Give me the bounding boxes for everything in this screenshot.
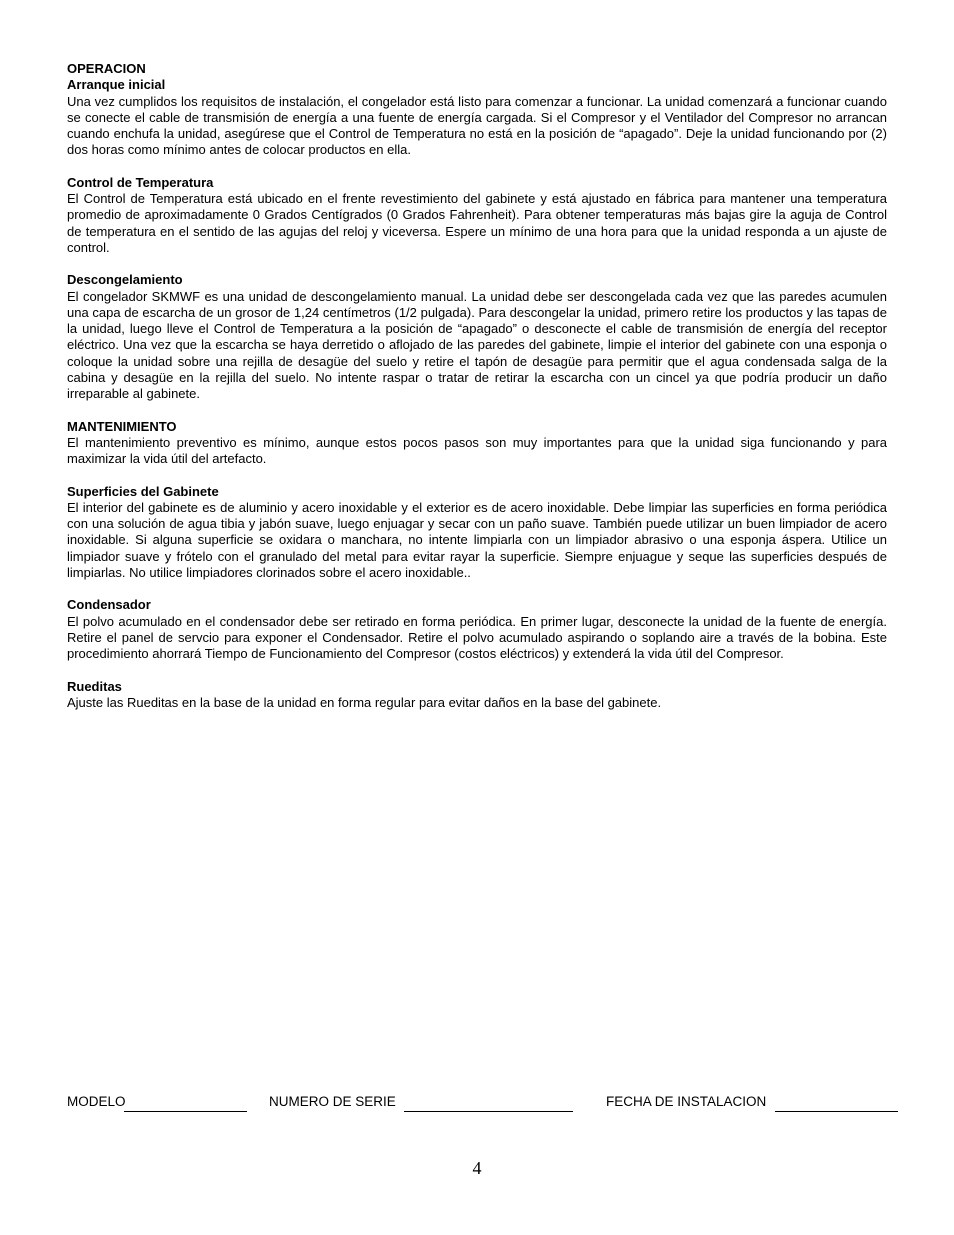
section-paragraph: El polvo acumulado en el condensador debe ser retirado en forma periódica. En primer lugar, desconecte la unidad de la fuente de energía. Retire el panel de servcio para exponer el Condensador. Retire el polvo acumulado aspirando o soplando aire a través de la bobina. Este procedimiento ahorrará Tiempo de Funcionamiento del Compresor (costos eléctricos) y extenderá la vida útil del Compresor.	[67, 613, 887, 662]
section-heading: Condensador	[67, 597, 151, 613]
section-heading: Rueditas	[67, 678, 122, 694]
section-paragraph: Ajuste las Rueditas en la base de la unidad en forma regular para evitar daños en la base del gabinete.	[67, 694, 662, 710]
serial-number-label: NUMERO DE SERIE	[269, 1094, 396, 1109]
section-paragraph: Una vez cumplidos los requisitos de instalación, el congelador está listo para comenzar a funcionar. La unidad comenzará a funcionar cuando se conecte el cable de transmisión de energía a una fuente de energía cargada. Si el Compresor y el Ventilador del Compresor no arrancan cuando enchufa la unidad, asegúrese que el Control de Temperatura no está en la posición de “apagado”. Deje la unidad funcionando por (2) dos horas como mínimo antes de colocar productos en ella.	[67, 93, 887, 158]
model-blank-line	[124, 1111, 247, 1112]
serial-number-blank-line	[404, 1111, 573, 1112]
section-paragraph: El interior del gabinete es de aluminio y acero inoxidable y el exterior es de acero inoxidable. Debe limpiar las superficies en forma periódica con una solución de agua tibia y jabón suave, luego enjuagar y secar con un paño suave. También puede utilizar un buen limpiador de acero inoxidable. Si alguna superficie se oxidara o manchara, no intente limpiarla con un limpiador abrasivo o una esponja áspera. Utilice un limpiador suave y frótelo con el granulado del metal para evitar rayar la superficie. Siempre enjuague y seque las superficies después de limpiarlas. No utilice limpiadores clorinados sobre el acero inoxidable..	[67, 499, 887, 581]
section-paragraph: El Control de Temperatura está ubicado en el frente revestimiento del gabinete y está ajustado en fábrica para mantener una temperatura promedio de aproximadamente 0 Grados Centígrados (0 Grados Fahrenheit). Para obtener temperaturas más bajas gire la aguja de Control de temperatura en el sentido de las agujas del reloj y viceversa. Espere un mínimo de una hora para que la unidad responda a un ajuste de control.	[67, 191, 887, 255]
section-heading: Superficies del Gabinete	[67, 483, 219, 499]
section-heading: OPERACION	[67, 61, 146, 76]
registration-footer	[0, 1094, 954, 1116]
section-heading: Control de Temperatura	[67, 174, 214, 190]
section-descongelamiento	[67, 272, 887, 402]
section-rueditas	[67, 679, 887, 712]
section-heading: MANTENIMIENTO	[67, 418, 177, 434]
section-control-de-temperatura	[67, 175, 887, 256]
section-heading: Descongelamiento	[67, 272, 183, 288]
page-number: 4	[472, 1158, 482, 1178]
document-body	[67, 61, 887, 727]
section-mantenimiento	[67, 419, 887, 468]
install-date-label: FECHA DE INSTALACION	[606, 1094, 767, 1109]
section-operacion	[67, 61, 887, 159]
section-condensador	[67, 597, 887, 662]
section-subheading: Arranque inicial	[67, 77, 166, 93]
install-date-blank-line	[775, 1111, 898, 1112]
model-label: MODELO	[67, 1094, 126, 1109]
section-paragraph: El mantenimiento preventivo es mínimo, aunque estos pocos pasos son muy importantes para que la unidad siga funcionando y para maximizar la vida útil del artefacto.	[67, 434, 887, 467]
section-superficies-del-gabinete	[67, 484, 887, 582]
section-paragraph: El congelador SKMWF es una unidad de descongelamiento manual. La unidad debe ser descongelada cada vez que las paredes acumulen una capa de escarcha de un grosor de 1,24 centímetros (1/2 pulgada). Para descongelar la unidad, primero retire los productos y las tapas de la unidad, luego lleve el Control de Temperatura a la posición de “apagado” o desconecte el cable de transmisión de energía del receptor eléctrico. Una vez que la escarcha se haya derretido o aflojado de las paredes del gabinete, limpie el interior del gabinete con una esponja o coloque la unidad sobre una rejilla de desagüe del suelo y retire el tapón de desagüe para permitir que el agua condensada salga de la cabina y desagüe en la rejilla del suelo. No intente raspar o tratar de retirar la escarcha con un cincel ya que podría producir un daño irreparable al gabinete.	[67, 288, 887, 402]
